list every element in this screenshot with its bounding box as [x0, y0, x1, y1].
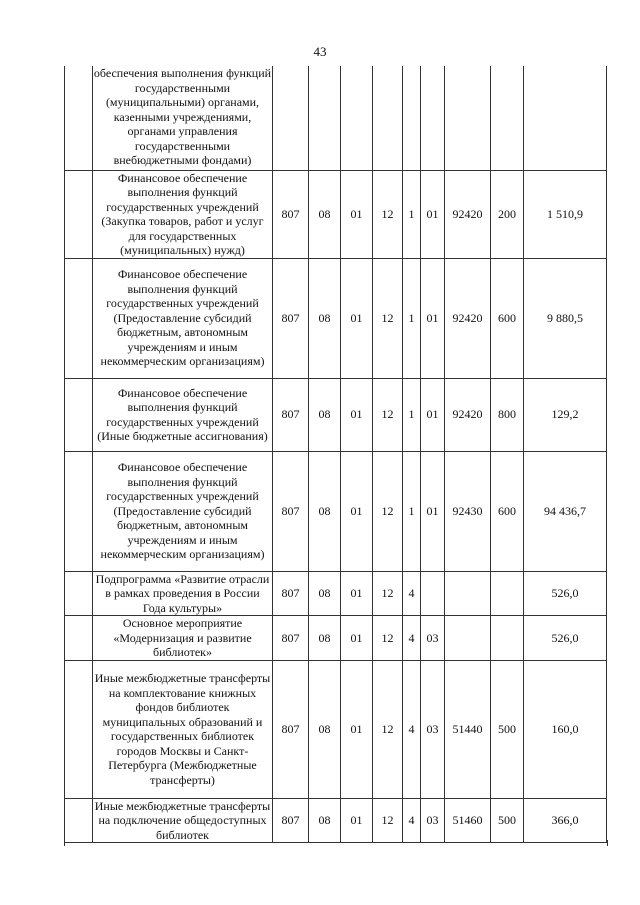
table-row	[65, 798, 607, 843]
code-cell: 92420	[445, 258, 491, 378]
code-cell: 01	[341, 451, 373, 571]
name-cell: Финансовое обеспечение выполнения функций государственных учреждений (Иные бюджетные ассигнования)	[93, 378, 273, 451]
code-cell	[309, 66, 341, 170]
code-cell	[491, 571, 524, 616]
code-cell: 01	[341, 170, 373, 258]
code-cell: 807	[273, 571, 309, 616]
name-cell: Финансовое обеспечение выполнения функций государственных учреждений (Предоставление субсидий бюджетным, автономным учреждениям и иным некоммерческим организациям)	[93, 258, 273, 378]
table-row	[65, 451, 607, 571]
code-cell: 1	[403, 451, 421, 571]
code-cell: 92420	[445, 378, 491, 451]
code-cell: 200	[491, 170, 524, 258]
table-continuation	[64, 840, 608, 846]
page-number: 43	[313, 44, 327, 59]
name-cell: обеспечения выполнения функций государственными (муниципальными) органами, казенными учреждениями, органами управления государственными внебюджетными фондами)	[93, 66, 273, 170]
code-cell	[373, 66, 403, 170]
table-row	[65, 66, 607, 170]
row-number-cell	[65, 378, 93, 451]
code-cell: 01	[421, 378, 445, 451]
code-cell: 600	[491, 451, 524, 571]
row-number-cell	[65, 571, 93, 616]
code-cell: 807	[273, 660, 309, 798]
code-cell: 01	[421, 451, 445, 571]
table-row	[65, 170, 607, 258]
name-cell: Иные межбюджетные трансферты на подключение общедоступных библиотек	[93, 798, 273, 843]
code-cell: 4	[403, 660, 421, 798]
code-cell: 1	[403, 378, 421, 451]
code-cell: 01	[341, 616, 373, 661]
code-cell	[341, 66, 373, 170]
code-cell: 08	[309, 451, 341, 571]
code-cell: 12	[373, 451, 403, 571]
code-cell: 01	[421, 258, 445, 378]
code-cell: 807	[273, 798, 309, 843]
code-cell	[421, 66, 445, 170]
code-cell: 1	[403, 258, 421, 378]
code-cell: 03	[421, 616, 445, 661]
code-cell: 51460	[445, 798, 491, 843]
code-cell: 500	[491, 798, 524, 843]
code-cell	[445, 66, 491, 170]
name-cell: Иные межбюджетные трансферты на комплектование книжных фондов библиотек муниципальных образований и государственных библиотек городов Москвы и Санкт-Петербурга (Межбюджетные трансферты)	[93, 660, 273, 798]
table-row	[65, 258, 607, 378]
code-cell: 08	[309, 798, 341, 843]
code-cell: 08	[309, 378, 341, 451]
name-cell: Финансовое обеспечение выполнения функций государственных учреждений (Предоставление субсидий бюджетным, автономным учреждениям и иным некоммерческим организациям)	[93, 451, 273, 571]
amount-cell: 366,0	[524, 798, 607, 843]
code-cell: 807	[273, 170, 309, 258]
row-number-cell	[65, 798, 93, 843]
code-cell: 03	[421, 798, 445, 843]
name-cell: Подпрограмма «Развитие отрасли в рамках проведения в России Года культуры»	[93, 571, 273, 616]
code-cell: 01	[341, 571, 373, 616]
code-cell: 12	[373, 170, 403, 258]
code-cell: 12	[373, 258, 403, 378]
code-cell	[445, 616, 491, 661]
code-cell: 4	[403, 616, 421, 661]
code-cell: 600	[491, 258, 524, 378]
code-cell: 08	[309, 170, 341, 258]
code-cell: 08	[309, 571, 341, 616]
amount-cell: 1 510,9	[524, 170, 607, 258]
table-row	[65, 660, 607, 798]
code-cell: 03	[421, 660, 445, 798]
budget-table	[64, 66, 607, 843]
amount-cell: 94 436,7	[524, 451, 607, 571]
code-cell: 4	[403, 798, 421, 843]
code-cell	[421, 571, 445, 616]
table-row	[65, 378, 607, 451]
table-row	[65, 616, 607, 661]
code-cell: 92420	[445, 170, 491, 258]
name-cell: Финансовое обеспечение выполнения функций государственных учреждений (Закупка товаров, работ и услуг для государственных (муниципальных) нужд)	[93, 170, 273, 258]
code-cell	[491, 616, 524, 661]
code-cell: 51440	[445, 660, 491, 798]
code-cell: 807	[273, 616, 309, 661]
code-cell	[403, 66, 421, 170]
row-number-cell	[65, 660, 93, 798]
code-cell: 12	[373, 616, 403, 661]
code-cell	[491, 66, 524, 170]
code-cell: 92430	[445, 451, 491, 571]
amount-cell: 526,0	[524, 571, 607, 616]
code-cell: 01	[341, 798, 373, 843]
code-cell: 01	[341, 258, 373, 378]
code-cell: 12	[373, 798, 403, 843]
amount-cell: 9 880,5	[524, 258, 607, 378]
code-cell: 4	[403, 571, 421, 616]
code-cell: 08	[309, 660, 341, 798]
code-cell: 08	[309, 258, 341, 378]
code-cell: 1	[403, 170, 421, 258]
code-cell: 500	[491, 660, 524, 798]
amount-cell	[524, 66, 607, 170]
row-number-cell	[65, 258, 93, 378]
table-row	[65, 571, 607, 616]
code-cell: 12	[373, 571, 403, 616]
code-cell: 01	[421, 170, 445, 258]
code-cell: 12	[373, 378, 403, 451]
code-cell: 807	[273, 378, 309, 451]
code-cell: 800	[491, 378, 524, 451]
amount-cell: 526,0	[524, 616, 607, 661]
code-cell: 08	[309, 616, 341, 661]
code-cell: 807	[273, 451, 309, 571]
row-number-cell	[65, 170, 93, 258]
code-cell: 01	[341, 660, 373, 798]
name-cell: Основное мероприятие «Модернизация и развитие библиотек»	[93, 616, 273, 661]
row-number-cell	[65, 66, 93, 170]
amount-cell: 160,0	[524, 660, 607, 798]
code-cell: 807	[273, 258, 309, 378]
row-number-cell	[65, 616, 93, 661]
code-cell: 01	[341, 378, 373, 451]
code-cell	[273, 66, 309, 170]
row-number-cell	[65, 451, 93, 571]
code-cell: 12	[373, 660, 403, 798]
amount-cell: 129,2	[524, 378, 607, 451]
code-cell	[445, 571, 491, 616]
